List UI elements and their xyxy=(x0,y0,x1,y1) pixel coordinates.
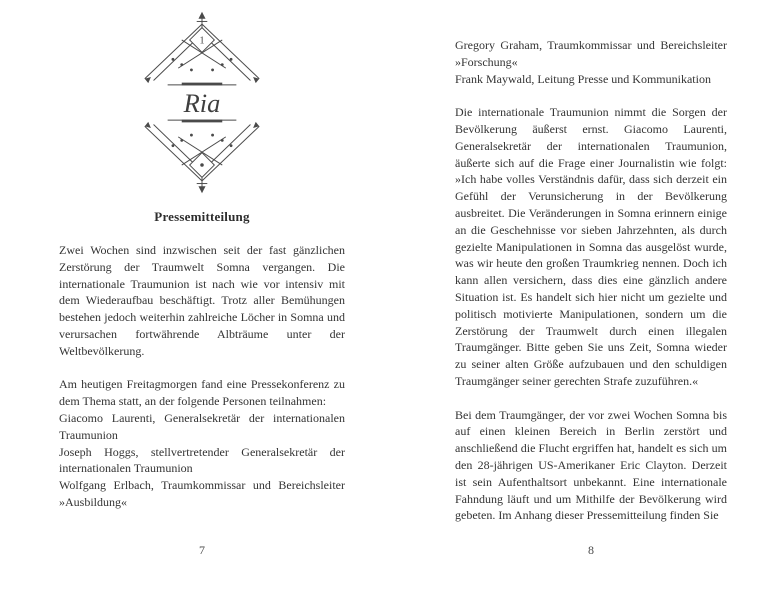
chapter-header xyxy=(59,0,345,200)
page-number-left: 7 xyxy=(199,543,205,557)
page-number-right: 8 xyxy=(588,543,594,557)
attendee-line: Joseph Hoggs, stellvertretender Generalsekretär der internationalen Traumunion xyxy=(59,444,345,476)
chapter-ornament-icon xyxy=(127,10,277,195)
ornament-dot xyxy=(200,163,204,167)
chapter-number: 1 xyxy=(199,35,205,47)
paragraph: Bei dem Traumgänger, der vor zwei Wochen Somna bis auf einen kleinen Bereich in Berlin zerstört und anschließend die Flucht ergriffen hat, handelt es sich um den 28-jährigen US-Amerikaner Eric Clayton. Derzeit ist sein Aufenthaltsort unbekannt. Eine internationale Fahndung läuft und um Mithilfe der Bevölkerung wird gebeten. Im Anhang dieser Pressemitteilung finden Sie xyxy=(455,407,727,523)
press-release-heading: Pressemitteilung xyxy=(154,209,250,224)
paragraph: Am heutigen Freitagmorgen fand eine Pressekonferenz zu dem Thema statt, an der folgende Personen teilnahmen: xyxy=(59,377,345,409)
attendee-line: Giacomo Laurenti, Generalsekretär der internationalen Traumunion xyxy=(59,410,345,442)
attendee-line: Wolfgang Erlbach, Traumkommissar und Bereichsleiter »Ausbildung« xyxy=(59,478,345,509)
attendee-line: Frank Maywald, Leitung Presse und Kommunikation xyxy=(455,71,711,86)
chapter-title: Ria xyxy=(183,88,221,119)
paragraph: Die internationale Traumunion nimmt die Sorgen der Bevölkerung äußerst ernst. Giacomo Laurenti, Generalsekretär der internationalen Traumunion, äußerte sich auf die Frage einer Journalistin wie folgt: »Ich habe volles Verständnis dafür, dass sich derzeit ein Gefühl der Verunsicherung in der Bevölkerung ausbreitet. Die Veränderungen in Somna erinnern einige an die Geschehnisse vor sieben Jahrzehnten, als durch gezielte Manipulationen in Somna das ausgelöst wurde, was wir heute den großen Traumkrieg nennen. Doch ich kann allen versichern, dass dies eine gänzlich andere Situation ist. Es handelt sich hier nicht um gezielte und politisch motivierte Manipulationen, sondern um die Zerstörung der Traumwelt durch einen illegalen Traumgänger. Bitte geben Sie uns Zeit, Somna wieder zu seiner alten Größe aufzubauen und den schuldigen Traumgänger seiner gerechten Strafe zuzuführen.« xyxy=(455,105,727,388)
left-page xyxy=(59,0,345,600)
attendee-line: Gregory Graham, Traumkommissar und Bereichsleiter »Forschung« xyxy=(455,38,727,69)
paragraph: Zwei Wochen sind inzwischen seit der fast gänzlichen Zerstörung der Traumwelt Somna vergangen. Die internationale Traumunion ist nach wie vor intensiv mit dem Wiederaufbau beschäftigt. Trotz aller Bemühungen bestehen jedoch weiterhin zahlreiche Löcher in Somna und verursachen fortwährende Albträume unter der Weltbevölkerung. xyxy=(59,243,345,358)
right-page xyxy=(455,0,727,600)
